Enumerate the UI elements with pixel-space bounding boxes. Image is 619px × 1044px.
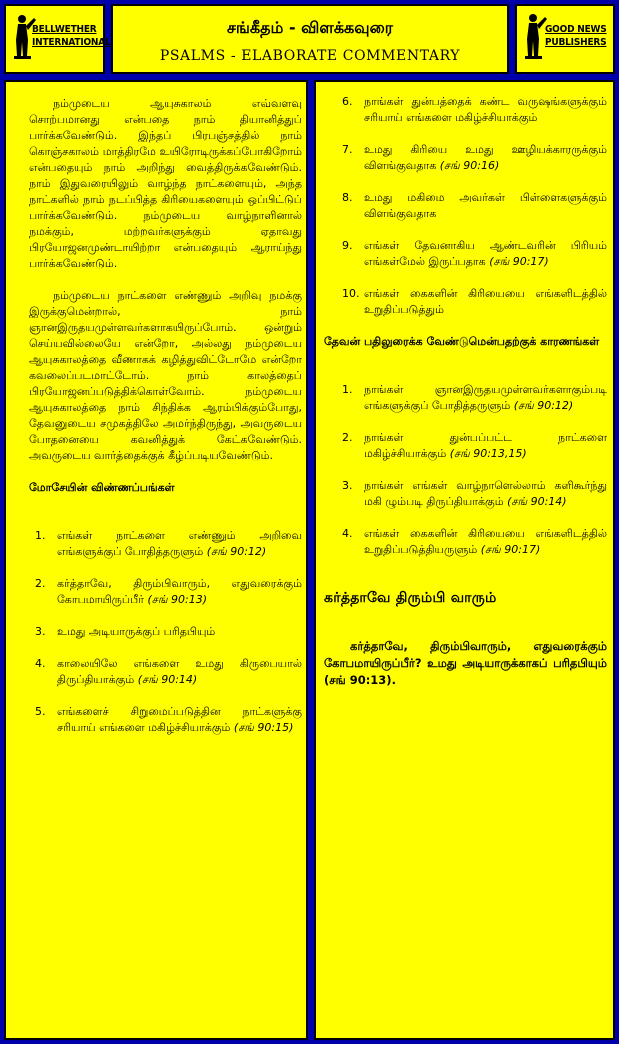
list-item: 4. காலையிலே எங்களை உமது கிருபையால் திருப்தியாக்கும் (சங் 90:14) <box>35 657 302 686</box>
bellwether-logo-panel <box>4 4 111 74</box>
list-item: 1. நாங்கள் ஞானஇருதயமுள்ளவர்களாகும்படி எங்களுக்குப் போதித்தருளும் (சங் 90:12) <box>342 383 607 412</box>
list-item: 3. நாங்கள் எங்கள் வாழ்நாளெல்லாம் களிகூர்ந்து மகி ழும்படி திருப்தியாக்கும் (சங் 90:14) <box>342 479 607 508</box>
intro-paragraph-1: நம்முடைய ஆயுசுகாலம் எவ்வளவு சொற்பமானது என்பதை நாம் தியானித்துப் பார்க்கவேண்டும். இந்தப் பிரபஞ்சத்தில் நாம் கொஞ்சகாலம் மாத்திரமே உயிரோடிருக்கப்போகிறோம் என்பதையும் நாம் அறிந்து வைத்திருக்கவேண்டும். நாம் இதுவரையிலும் வாழ்ந்த நாட்களையும், அந்த நாட்களில் நாம் நடப்பித்த கிரியைகளையும் ஒப்பிட்டுப் பார்க்கவேண்டும். நம்முடைய வாழ்நாளினால் நமக்கும், மற்றவர்களுக்கும் ஏதாவது பிரயோஜனமுண்டாயிற்றா என்பதையும் ஆராய்ந்து பார்க்கவேண்டும். <box>29 97 302 270</box>
good-news-logo-text: GOOD NEWS PUBLISHERS <box>545 24 607 48</box>
good-news-logo-panel <box>515 4 615 74</box>
page-title-tamil: சங்கீதம் - விளக்கவுரை <box>226 18 393 37</box>
bellwether-logo-text: BELLWETHER INTERNATIONAL <box>32 24 111 48</box>
list-item: 7. உமது கிரியை உமது ஊழியக்காரருக்கும் விளங்குவதாக (சங் 90:16) <box>342 143 607 172</box>
section-heading-return-lord: கர்த்தாவே திரும்பி வாரும் <box>324 590 497 606</box>
petition-list-continued <box>324 94 607 318</box>
reasons-list <box>324 382 607 558</box>
list-item: 2. நாங்கள் துன்பப்பட்ட நாட்களை மகிழ்ச்சியாக்கும் (சங் 90:13,15) <box>342 431 607 460</box>
list-item: 8. உமது மகிமை அவர்கள் பிள்ளைகளுக்கும் விளங்குவதாக <box>342 191 607 220</box>
section-heading-moses-petitions: மோசேயின் விண்ணப்பங்கள் <box>29 481 175 494</box>
list-item: 5. எங்களைச் சிறுமைப்படுத்தின நாட்களுக்கு சரியாய் எங்களை மகிழ்ச்சியாக்கும் (சங் 90:15) <box>35 705 302 734</box>
list-item: 10. எங்கள் கைகளின் கிரியையை எங்களிடத்தில் உறுதிப்படுத்தும் <box>342 287 607 316</box>
page-title-english: PSALMS - ELABORATE COMMENTARY <box>159 48 461 64</box>
list-item: 1. எங்கள் நாட்களை எண்ணும் அறிவை எங்களுக்குப் போதித்தருளும் (சங் 90:12) <box>35 529 302 558</box>
left-column <box>4 80 308 1040</box>
title-panel <box>111 4 509 74</box>
right-column <box>314 80 615 1040</box>
petition-list <box>29 528 302 736</box>
list-item: 9. எங்கள் தேவனாகிய ஆண்டவரின் பிரியம் எங்கள்மேல் இருப்பதாக (சங் 90:17) <box>342 239 607 268</box>
closing-verse: கர்த்தாவே, திரும்பிவாரும், எதுவரைக்கும் கோபமாயிருப்பீர்? உமது அடியாருக்காகப் பரிதபியும் (சங் 90:13). <box>324 639 607 687</box>
list-item: 4. எங்கள் கைகளின் கிரியையை எங்களிடத்தில் உறுதிப்படுத்தியருளும் (சங் 90:17) <box>342 527 607 556</box>
section-heading-reasons: தேவன் பதிலுரைக்க வேண்டுமென்பதற்குக் காரணங்கள் <box>324 335 600 348</box>
list-item: 6. நாங்கள் துன்பத்தைக் கண்ட வருஷங்களுக்கும் சரியாய் எங்களை மகிழ்ச்சியாக்கும் <box>342 95 607 124</box>
intro-paragraph-2: நம்முடைய நாட்களை எண்ணும் அறிவு நமக்கு இருக்குமென்றால், நாம் ஞானஇருதயமுள்ளவர்களாகயிருப்போம். ஒன்றும் செய்யவில்லையே என்றோ, அல்லது நம்முடைய ஆயுசுகாலத்தை வீணாகக் கழித்துவிட்டோமே என்றோ கவலைப்படமாட்டோம். நாம் காலத்தைப் பிரயோஜனப்படுத்திக்கொள்வோம். நம்முடைய ஆயுசுகாலத்தை நாம் சிந்திக்க ஆரம்பிக்கும்போது, தேவனுடைய சமுகத்திலே அமர்ந்திருந்து, அவருடைய போதனையை கவனித்துக் கேட்கவேண்டும். அவருடைய வார்த்தைக்குக் கீழ்ப்படியவேண்டும். <box>29 289 302 462</box>
list-item: 3. உமது அடியாருக்குப் பரிதபியும் <box>35 625 216 638</box>
list-item: 2. கர்த்தாவே, திரும்பிவாரும், எதுவரைக்கும் கோபமாயிருப்பீர் (சங் 90:13) <box>35 577 302 606</box>
